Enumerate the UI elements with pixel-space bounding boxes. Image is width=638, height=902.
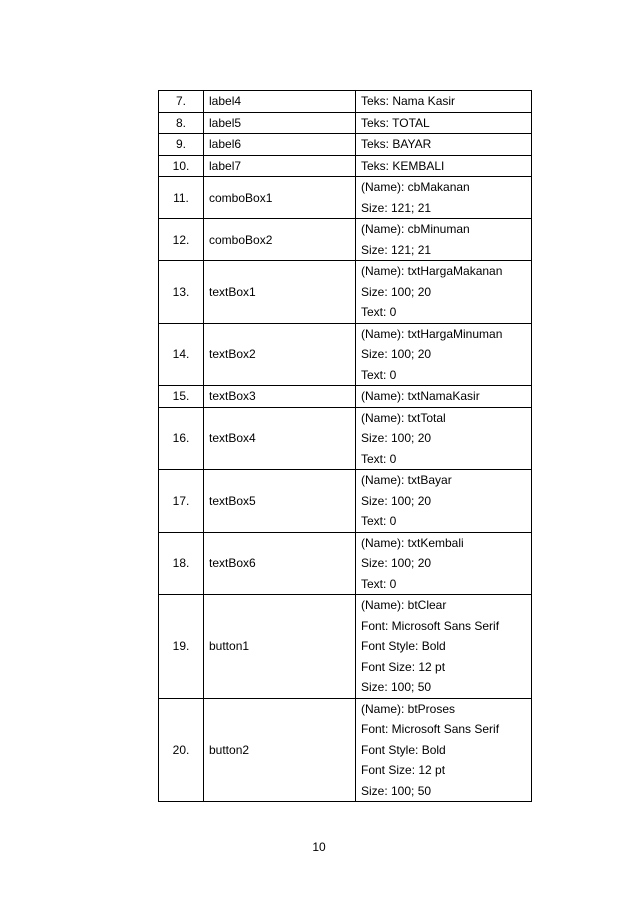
table-row — [159, 407, 532, 470]
row-number: 12. — [159, 219, 204, 261]
property-line: Size: 100; 20 — [361, 556, 432, 570]
property-line: Text: 0 — [361, 451, 397, 466]
property-line: Font Size: 12 pt — [361, 659, 446, 674]
row-number: 19. — [159, 595, 204, 699]
control-name: label4 — [204, 91, 356, 113]
property-line: (Name): txtHargaMakanan — [361, 264, 503, 278]
property-line: Font: Microsoft Sans Serif — [361, 618, 500, 633]
table-row — [159, 261, 532, 324]
control-name: button1 — [204, 595, 356, 699]
control-name: textBox1 — [204, 261, 356, 324]
property-line: Size: 121; 21 — [361, 242, 432, 257]
property-line: (Name): txtKembali — [361, 535, 464, 550]
control-name: textBox5 — [204, 470, 356, 533]
row-number: 15. — [159, 386, 204, 408]
property-line: Text: 0 — [361, 305, 397, 319]
property-cell — [356, 134, 532, 156]
row-number: 8. — [159, 112, 204, 134]
table-row — [159, 595, 532, 699]
row-number: 10. — [159, 155, 204, 177]
table-row — [159, 386, 532, 408]
row-number: 13. — [159, 261, 204, 324]
property-line: (Name): txtHargaMinuman — [361, 326, 503, 341]
property-cell — [356, 470, 532, 533]
property-line: (Name): cbMakanan — [361, 180, 470, 194]
row-number: 20. — [159, 698, 204, 802]
table-row — [159, 91, 532, 113]
property-line: Size: 121; 21 — [361, 200, 432, 215]
property-line: (Name): txtNamaKasir — [361, 389, 480, 403]
property-cell — [356, 595, 532, 699]
property-cell — [356, 155, 532, 177]
row-number: 16. — [159, 407, 204, 470]
property-line: Teks: TOTAL — [361, 115, 430, 130]
property-line: Font Size: 12 pt — [361, 763, 446, 777]
table-row — [159, 323, 532, 386]
row-number: 7. — [159, 91, 204, 113]
property-cell — [356, 386, 532, 408]
property-cell — [356, 112, 532, 134]
control-name: comboBox1 — [204, 177, 356, 219]
property-line: Size: 100; 50 — [361, 680, 432, 694]
property-line: (Name): btProses — [361, 701, 456, 716]
row-number: 17. — [159, 470, 204, 533]
control-name: comboBox2 — [204, 219, 356, 261]
property-line: Text: 0 — [361, 367, 397, 382]
property-line: (Name): btClear — [361, 598, 447, 612]
property-line: Size: 100; 20 — [361, 284, 432, 299]
table-row — [159, 698, 532, 802]
property-line: Text: 0 — [361, 576, 397, 591]
property-line: (Name): txtTotal — [361, 410, 446, 425]
property-line: Size: 100; 20 — [361, 493, 432, 508]
properties-table-body — [159, 91, 532, 802]
control-name: textBox3 — [204, 386, 356, 408]
control-name: button2 — [204, 698, 356, 802]
properties-table — [158, 90, 532, 802]
table-row — [159, 219, 532, 261]
property-line: Teks: KEMBALI — [361, 158, 445, 173]
property-cell — [356, 407, 532, 470]
table-row — [159, 112, 532, 134]
property-cell — [356, 532, 532, 595]
property-cell — [356, 219, 532, 261]
property-line: Size: 100; 20 — [361, 431, 432, 445]
property-cell — [356, 323, 532, 386]
table-row — [159, 470, 532, 533]
row-number: 14. — [159, 323, 204, 386]
control-name: textBox6 — [204, 532, 356, 595]
property-line: (Name): txtBayar — [361, 473, 452, 487]
property-cell — [356, 261, 532, 324]
property-line: Font Style: Bold — [361, 742, 446, 757]
table-row — [159, 177, 532, 219]
property-line: Font: Microsoft Sans Serif — [361, 722, 500, 736]
table-row — [159, 134, 532, 156]
control-name: label7 — [204, 155, 356, 177]
property-line: Teks: Nama Kasir — [361, 94, 456, 108]
row-number: 18. — [159, 532, 204, 595]
control-name: textBox2 — [204, 323, 356, 386]
row-number: 9. — [159, 134, 204, 156]
property-line: Text: 0 — [361, 514, 397, 528]
control-name: textBox4 — [204, 407, 356, 470]
page-number: 10 — [312, 840, 326, 854]
property-cell — [356, 698, 532, 802]
property-cell — [356, 177, 532, 219]
table-row — [159, 155, 532, 177]
row-number: 11. — [159, 177, 204, 219]
property-line: Size: 100; 20 — [361, 347, 432, 361]
control-name: label5 — [204, 112, 356, 134]
control-name: label6 — [204, 134, 356, 156]
property-line: Size: 100; 50 — [361, 783, 432, 798]
property-line: (Name): cbMinuman — [361, 222, 470, 236]
property-line: Font Style: Bold — [361, 639, 446, 653]
property-cell — [356, 91, 532, 113]
table-row — [159, 532, 532, 595]
property-line: Teks: BAYAR — [361, 137, 432, 151]
